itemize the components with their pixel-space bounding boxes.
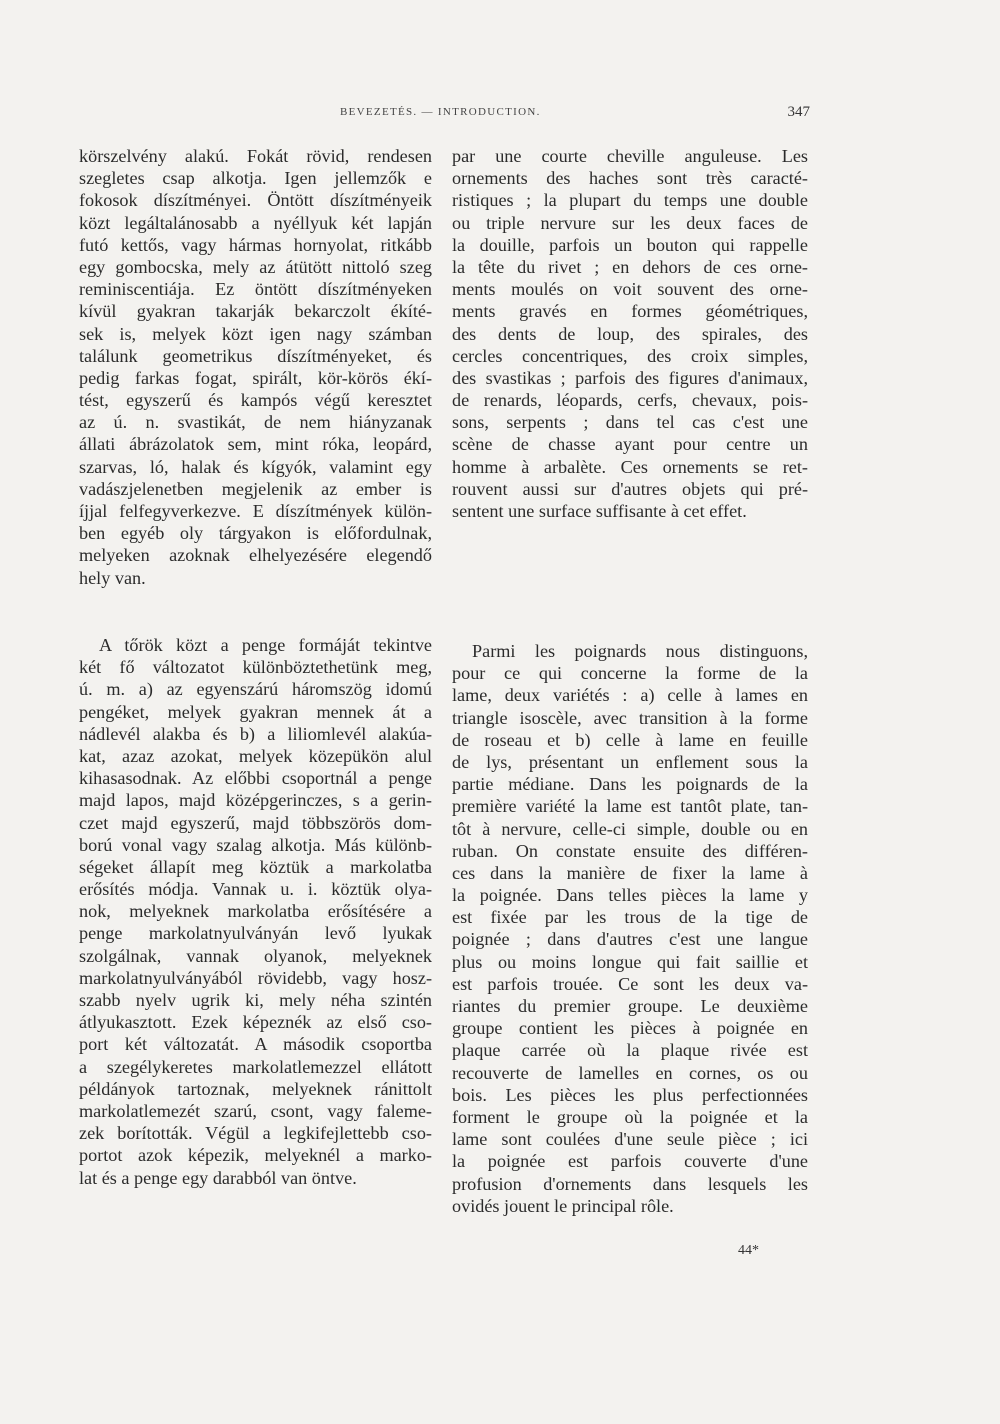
text-line: bois. Les pièces les plus perfectionnées — [452, 1084, 808, 1105]
text-line: ú. m. a) az egyenszárú háromszög idomú — [79, 679, 432, 700]
text-line: de lys, présentant un enflement sous la — [452, 751, 808, 772]
text-line: szegletes csap alkotja. Igen jellemzők e — [79, 168, 432, 189]
text-line: körszelvény alakú. Fokát rövid, rendesen — [79, 146, 432, 166]
text-line: Parmi les poignards nous distinguons, — [472, 641, 808, 661]
page-header — [80, 106, 810, 126]
text-line: majd lapos, majd középgerinczes, s a gerin- — [79, 790, 432, 811]
text-line: szarvas, ló, halak és kígyók, valamint egy — [79, 456, 432, 477]
text-line: cercles concentriques, des croix simples, — [452, 345, 808, 366]
french-paragraph-1 — [452, 145, 808, 522]
text-line: partie médiane. Dans les poignards de la — [452, 774, 808, 795]
text-line: lame sont coulées d'une seule pièce ; ici — [452, 1129, 808, 1150]
text-line: tôt à nervure, celle-ci simple, double ou en — [452, 818, 808, 839]
text-line: czet majd egyszerű, majd többszörös dom- — [79, 812, 432, 833]
text-line: találunk geometrikus díszítményeket, és — [79, 345, 432, 366]
text-line: A tőrök közt a penge formáját tekintve — [99, 635, 432, 655]
text-line: szolgálnak, vannak olyanok, melyeknek — [79, 945, 432, 966]
text-line: a szegélykeretes markolatlemezzel ellátott — [79, 1056, 432, 1077]
hungarian-paragraph-2 — [79, 634, 432, 1189]
text-line: la poignée est parfois couverte d'une — [452, 1151, 808, 1172]
text-line: plus ou moins longue qui fait saillie et — [452, 951, 808, 972]
text-line: ovidés jouent le principal rôle. — [452, 1195, 674, 1216]
text-line: ristiques ; la plupart du temps une double — [452, 190, 808, 211]
text-line: nádlevél alakba és b) a liliomlevél alakúa- — [79, 723, 432, 744]
text-line: fokosok díszítményei. Öntött díszítményeik — [79, 190, 432, 211]
text-line: scène de chasse ayant pour centre un — [452, 434, 808, 455]
text-line: est parfois trouée. Ce sont les deux va- — [452, 973, 808, 994]
text-line: tést, egyszerű és kampós végű keresztet — [79, 390, 432, 411]
text-line: kívül gyakran takarják bekarczolt ékíté- — [79, 301, 432, 322]
text-line: markolatnyulványából rövidebb, vagy hosz- — [79, 967, 432, 988]
text-line: port két változatát. A második csoportba — [79, 1034, 432, 1055]
signature-mark: 44* — [738, 1243, 759, 1258]
text-line: zek borították. Végül a legkifejlettebb cso- — [79, 1123, 432, 1144]
text-line: átlyukasztott. Ezek képeznék az első cso- — [79, 1012, 432, 1033]
text-line: állati ábrázolatok sem, mint róka, leopárd, — [79, 434, 432, 455]
text-line: hely van. — [79, 567, 146, 588]
text-line: ces dans la manière de fixer la lame à — [452, 862, 808, 883]
text-line: des dents de loup, des spirales, des — [452, 323, 808, 344]
text-line: riantes du premier groupe. Le deuxième — [452, 996, 808, 1016]
text-line: szabb nyelv ugrik ki, mely néha szintén — [79, 990, 432, 1010]
text-line: ruban. On constate ensuite des différen- — [452, 840, 808, 861]
text-line: ments gravés en formes géométriques, — [452, 301, 808, 322]
text-line: közt legáltalánosabb a nyéllyuk két lapján — [79, 212, 432, 233]
text-line: la poignée. Dans telles pièces la lame y — [452, 885, 808, 906]
text-line: des svastikas ; parfois des figures d'animaux, — [452, 367, 808, 388]
text-line: két fő változatot különböztethetünk meg, — [79, 657, 432, 678]
text-line: homme à arbalète. Ces ornements se ret- — [452, 456, 808, 477]
text-line: reminiscentiája. Ez öntött díszítményeken — [79, 279, 432, 300]
text-line: poignée ; dans d'autres c'est une langue — [452, 929, 808, 950]
text-line: rouvent aussi sur d'autres objets qui pré- — [452, 478, 808, 499]
text-line: ben egyéb oly tárgyakon is előfordulnak, — [79, 523, 432, 544]
text-line: ború vonal vagy szalag alkotja. Más különb- — [79, 834, 432, 855]
text-line: az ú. n. svastikát, de nem hiányzanak — [79, 412, 432, 433]
text-line: ségeket állapít meg köztük a markolatba — [79, 856, 432, 877]
running-title: BEVEZETÉS. — INTRODUCTION. — [340, 106, 541, 118]
text-line: pengéket, melyek gyakran mennek át a — [79, 701, 432, 722]
text-line: de renards, léopards, cerfs, chevaux, pois- — [452, 390, 808, 411]
text-line: vadászjelenetben megjelenik az ember is — [79, 478, 432, 499]
text-line: egy gombocska, mely az átütött nittoló szeg — [79, 256, 432, 277]
text-line: recouverte de lamelles en cornes, os ou — [452, 1062, 808, 1083]
text-line: première variété la lame est tantôt plate, tan- — [452, 796, 808, 817]
text-line: portot azok képezik, melyeknél a marko- — [79, 1145, 432, 1166]
text-line: triangle isoscèle, avec transition à la forme — [452, 707, 808, 728]
text-line: forment le groupe où la poignée et la — [452, 1106, 808, 1127]
text-line: pour ce qui concerne la forme de la — [452, 663, 808, 684]
text-line: sons, serpents ; dans tel cas c'est une — [452, 412, 808, 433]
text-line: kihasasodnak. Az előbbi csoportnál a penge — [79, 768, 432, 789]
text-line: profusion d'ornements dans lesquels les — [452, 1173, 808, 1194]
text-line: íjjal felfegyverkezve. E díszítmények külön- — [79, 501, 432, 521]
text-line: futó kettős, vagy hármas hornyolat, ritkább — [79, 234, 432, 255]
text-line: példányok tartoznak, melyeknek ránittolt — [79, 1078, 432, 1099]
hungarian-paragraph-1 — [79, 145, 432, 589]
text-line: erősítés módja. Vannak u. i. köztük olya- — [79, 879, 432, 900]
text-line: par une courte cheville anguleuse. Les — [452, 146, 808, 166]
text-line: la douille, parfois un bouton qui rappelle — [452, 234, 808, 255]
text-line: de roseau et b) celle à lame en feuille — [452, 729, 808, 750]
text-line: kat, azaz azokat, melyek közepükön alul — [79, 745, 432, 766]
text-line: melyeken azoknak elhelyezésére elegendő — [79, 545, 432, 566]
text-line: lat és a penge egy darabból van öntve. — [79, 1167, 357, 1188]
text-line: markolatlemezét szarú, csont, vagy faleme- — [79, 1100, 432, 1121]
text-line: lame, deux variétés : a) celle à lames en — [452, 685, 808, 706]
text-line: ornements des haches sont très caracté- — [452, 168, 808, 189]
text-line: sentent une surface suffisante à cet effet. — [452, 501, 747, 521]
text-line: la tête du rivet ; en dehors de ces orne- — [452, 256, 808, 277]
text-line: groupe contient les pièces à poignée en — [452, 1018, 808, 1039]
text-line: est fixée par les trous de la tige de — [452, 907, 808, 928]
text-line: nok, melyeknek markolatba erősítésére a — [79, 901, 432, 922]
text-line: pedig farkas fogat, spirált, kör-körös ékí- — [79, 367, 432, 388]
text-line: sek is, melyek közt igen nagy számban — [79, 323, 432, 344]
page-number: 347 — [787, 104, 810, 120]
text-line: penge markolatnyulványán levő lyukak — [79, 923, 432, 944]
text-line: plaque carrée où la plaque rivée est — [452, 1040, 808, 1061]
french-paragraph-2 — [452, 640, 808, 1217]
text-line: ments moulés on voit souvent des orne- — [452, 279, 808, 300]
text-line: ou triple nervure sur les deux faces de — [452, 212, 808, 233]
